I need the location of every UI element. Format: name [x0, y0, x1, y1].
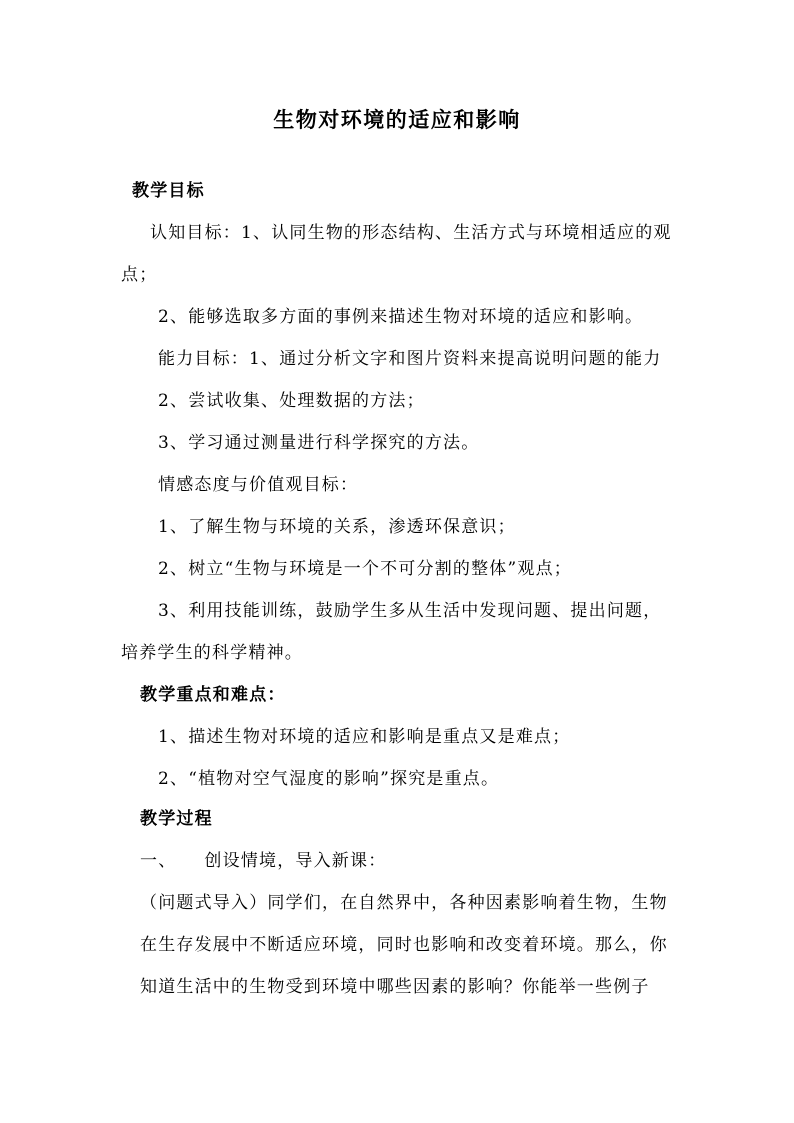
process-paragraph-line-1: （问题式导入）同学们，在自然界中，各种因素影响着生物，生物 [140, 893, 668, 913]
emotion-objective-line-3-continued: 培养学生的科学精神。 [121, 643, 303, 663]
emotion-objective-line-1: 1、了解生物与环境的关系，渗透环保意识； [158, 517, 516, 537]
ability-objective-line-1: 能力目标：1、通过分析文字和图片资料来提高说明问题的能力 [158, 349, 662, 369]
key-points-heading: 教学重点和难点： [140, 685, 286, 705]
step-title: 创设情境，导入新课： [204, 851, 387, 871]
process-heading: 教学过程 [140, 809, 213, 829]
cognitive-objective-line-2: 2、能够选取多方面的事例来描述生物对环境的适应和影响。 [158, 307, 644, 327]
ability-objective-line-3: 3、学习通过测量进行科学探究的方法。 [158, 433, 480, 453]
key-point-line-2: 2、“植物对空气湿度的影响”探究是重点。 [158, 769, 500, 789]
step-number: 一、 [140, 851, 177, 871]
emotion-objective-line-2: 2、树立“生物与环境是一个不可分割的整体”观点； [158, 559, 572, 579]
objectives-heading: 教学目标 [132, 181, 205, 201]
key-point-line-1: 1、描述生物对环境的适应和影响是重点又是难点； [158, 727, 571, 747]
process-step-1 [140, 850, 386, 872]
ability-objective-line-2: 2、尝试收集、处理数据的方法； [158, 391, 425, 411]
emotion-objective-line-3: 3、利用技能训练，鼓励学生多从生活中发现问题、提出问题， [158, 601, 662, 621]
emotion-objective-heading: 情感态度与价值观目标： [158, 475, 359, 495]
cognitive-objective-line-1-continued: 点； [121, 265, 158, 285]
process-paragraph-line-2: 在生存发展中不断适应环境，同时也影响和改变着环境。那么，你 [140, 935, 668, 955]
cognitive-objective-line-1: 认知目标：1、认同生物的形态结构、生活方式与环境相适应的观 [150, 223, 672, 243]
process-paragraph-line-3: 知道生活中的生物受到环境中哪些因素的影响？你能举一些例子 [140, 977, 650, 997]
page-title: 生物对环境的适应和影响 [273, 107, 521, 132]
